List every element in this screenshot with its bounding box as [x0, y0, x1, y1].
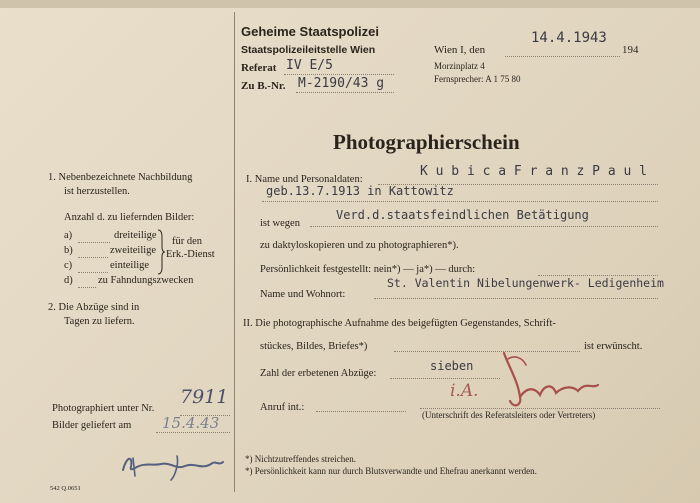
referat-line: [284, 74, 394, 75]
zahl-label: Zahl der erbetenen Abzüge:: [260, 368, 377, 379]
year-suffix: 194: [622, 44, 639, 56]
option-c-line: [78, 272, 108, 273]
item1-line2: ist herzustellen.: [64, 186, 130, 197]
option-a-line: [78, 242, 110, 243]
option-d-label: zu Fahndungszwecken: [98, 275, 194, 286]
name-value: K u b i c a F r a n z P a u l: [420, 164, 647, 179]
zahl-value: sieben: [430, 359, 474, 373]
footnote-1: *) Nichtzutreffendes streichen.: [245, 454, 357, 464]
item2-line1: 2. Die Abzüge sind in: [48, 302, 140, 313]
birth-value: geb.13.7.1913 in Kattowitz: [266, 184, 454, 198]
option-b-label: zweiteilige: [110, 245, 157, 256]
brace-label-1: für den: [172, 236, 203, 247]
wegen-line: [310, 226, 658, 227]
bilder-line: [156, 432, 230, 433]
column-divider: [234, 12, 235, 492]
unterschrift-label: (Unterschrift des Referatsleiters oder Vertreters): [422, 410, 596, 420]
zu-bnr-value: M-2190/43 g: [298, 76, 385, 91]
agency-name: Geheime Staatspolizei: [241, 24, 379, 39]
option-d-line: [78, 287, 96, 288]
persoenlichkeit-text: Persönlichkeit festgestellt: nein*) — ja*) — durch:: [260, 264, 476, 275]
referat-label: Referat: [241, 62, 277, 74]
option-b-letter: b): [64, 245, 73, 256]
erwuenscht-text: ist erwünscht.: [584, 341, 643, 352]
date-value: 14.4.1943: [531, 30, 607, 46]
wohnort-label: Name und Wohnort:: [260, 289, 346, 300]
address: Morzinplatz 4: [434, 61, 485, 71]
form-title: Photographierschein: [333, 130, 520, 154]
bilder-value: 15.4.43: [162, 414, 220, 432]
daktylo-text: zu daktyloskopieren und zu photographieren*).: [260, 240, 459, 251]
option-a-letter: a): [64, 230, 73, 241]
phone: Fernsprecher: A 1 75 80: [434, 74, 521, 84]
photographiert-value: 7911: [180, 386, 229, 408]
place-label: Wien I, den: [434, 44, 486, 56]
anzahl-label: Anzahl d. zu liefernden Bilder:: [64, 212, 195, 223]
photographiert-label: Photographiert unter Nr.: [52, 403, 155, 414]
anruf-label: Anruf int.:: [260, 402, 305, 413]
wohnort-line: [374, 298, 658, 299]
wegen-value: Verd.d.staatsfeindlichen Betätigung: [336, 208, 589, 222]
left-signature-scribble: [115, 440, 227, 482]
item1-line1: 1. Nebenbezeichnete Nachbildung: [48, 172, 193, 183]
date-line: [505, 56, 620, 57]
option-b-line: [78, 257, 108, 258]
signature-line: [420, 408, 660, 409]
office-name: Staatspolizeileitstelle Wien: [241, 44, 376, 56]
brace-label-2: Erk.-Dienst: [166, 249, 215, 260]
brace-icon: [156, 229, 166, 275]
anruf-line: [316, 411, 406, 412]
option-a-label: dreiteilige: [114, 230, 157, 241]
name-label: I. Name und Personaldaten:: [246, 174, 363, 185]
birth-line: [262, 201, 658, 202]
referat-value: IV E/5: [286, 58, 333, 73]
section2-line2: stückes, Bildes, Briefes*): [260, 341, 368, 352]
section2-line1: II. Die photographische Aufnahme des beigefügten Gegenstandes, Schrift-: [243, 318, 556, 329]
bilder-label: Bilder geliefert am: [52, 420, 132, 431]
footnote-2: *) Persönlichkeit kann nur durch Blutsverwandte und Ehefrau anerkannt werden.: [245, 466, 537, 476]
option-c-letter: c): [64, 260, 73, 271]
zu-bnr-line: [296, 92, 394, 93]
wohnort-value: St. Valentin Nibelungenwerk- Ledigenheim: [387, 276, 664, 290]
option-c-label: einteilige: [110, 260, 150, 271]
option-d-letter: d): [64, 275, 73, 286]
zu-bnr-label: Zu B.-Nr.: [241, 80, 286, 92]
form-number: 542 Q.0651: [50, 485, 81, 492]
red-signature-scribble: [448, 345, 608, 415]
item2-line2: Tagen zu liefern.: [64, 316, 135, 327]
wegen-label: ist wegen: [260, 218, 300, 229]
signature-initials: i.A.: [450, 381, 479, 401]
